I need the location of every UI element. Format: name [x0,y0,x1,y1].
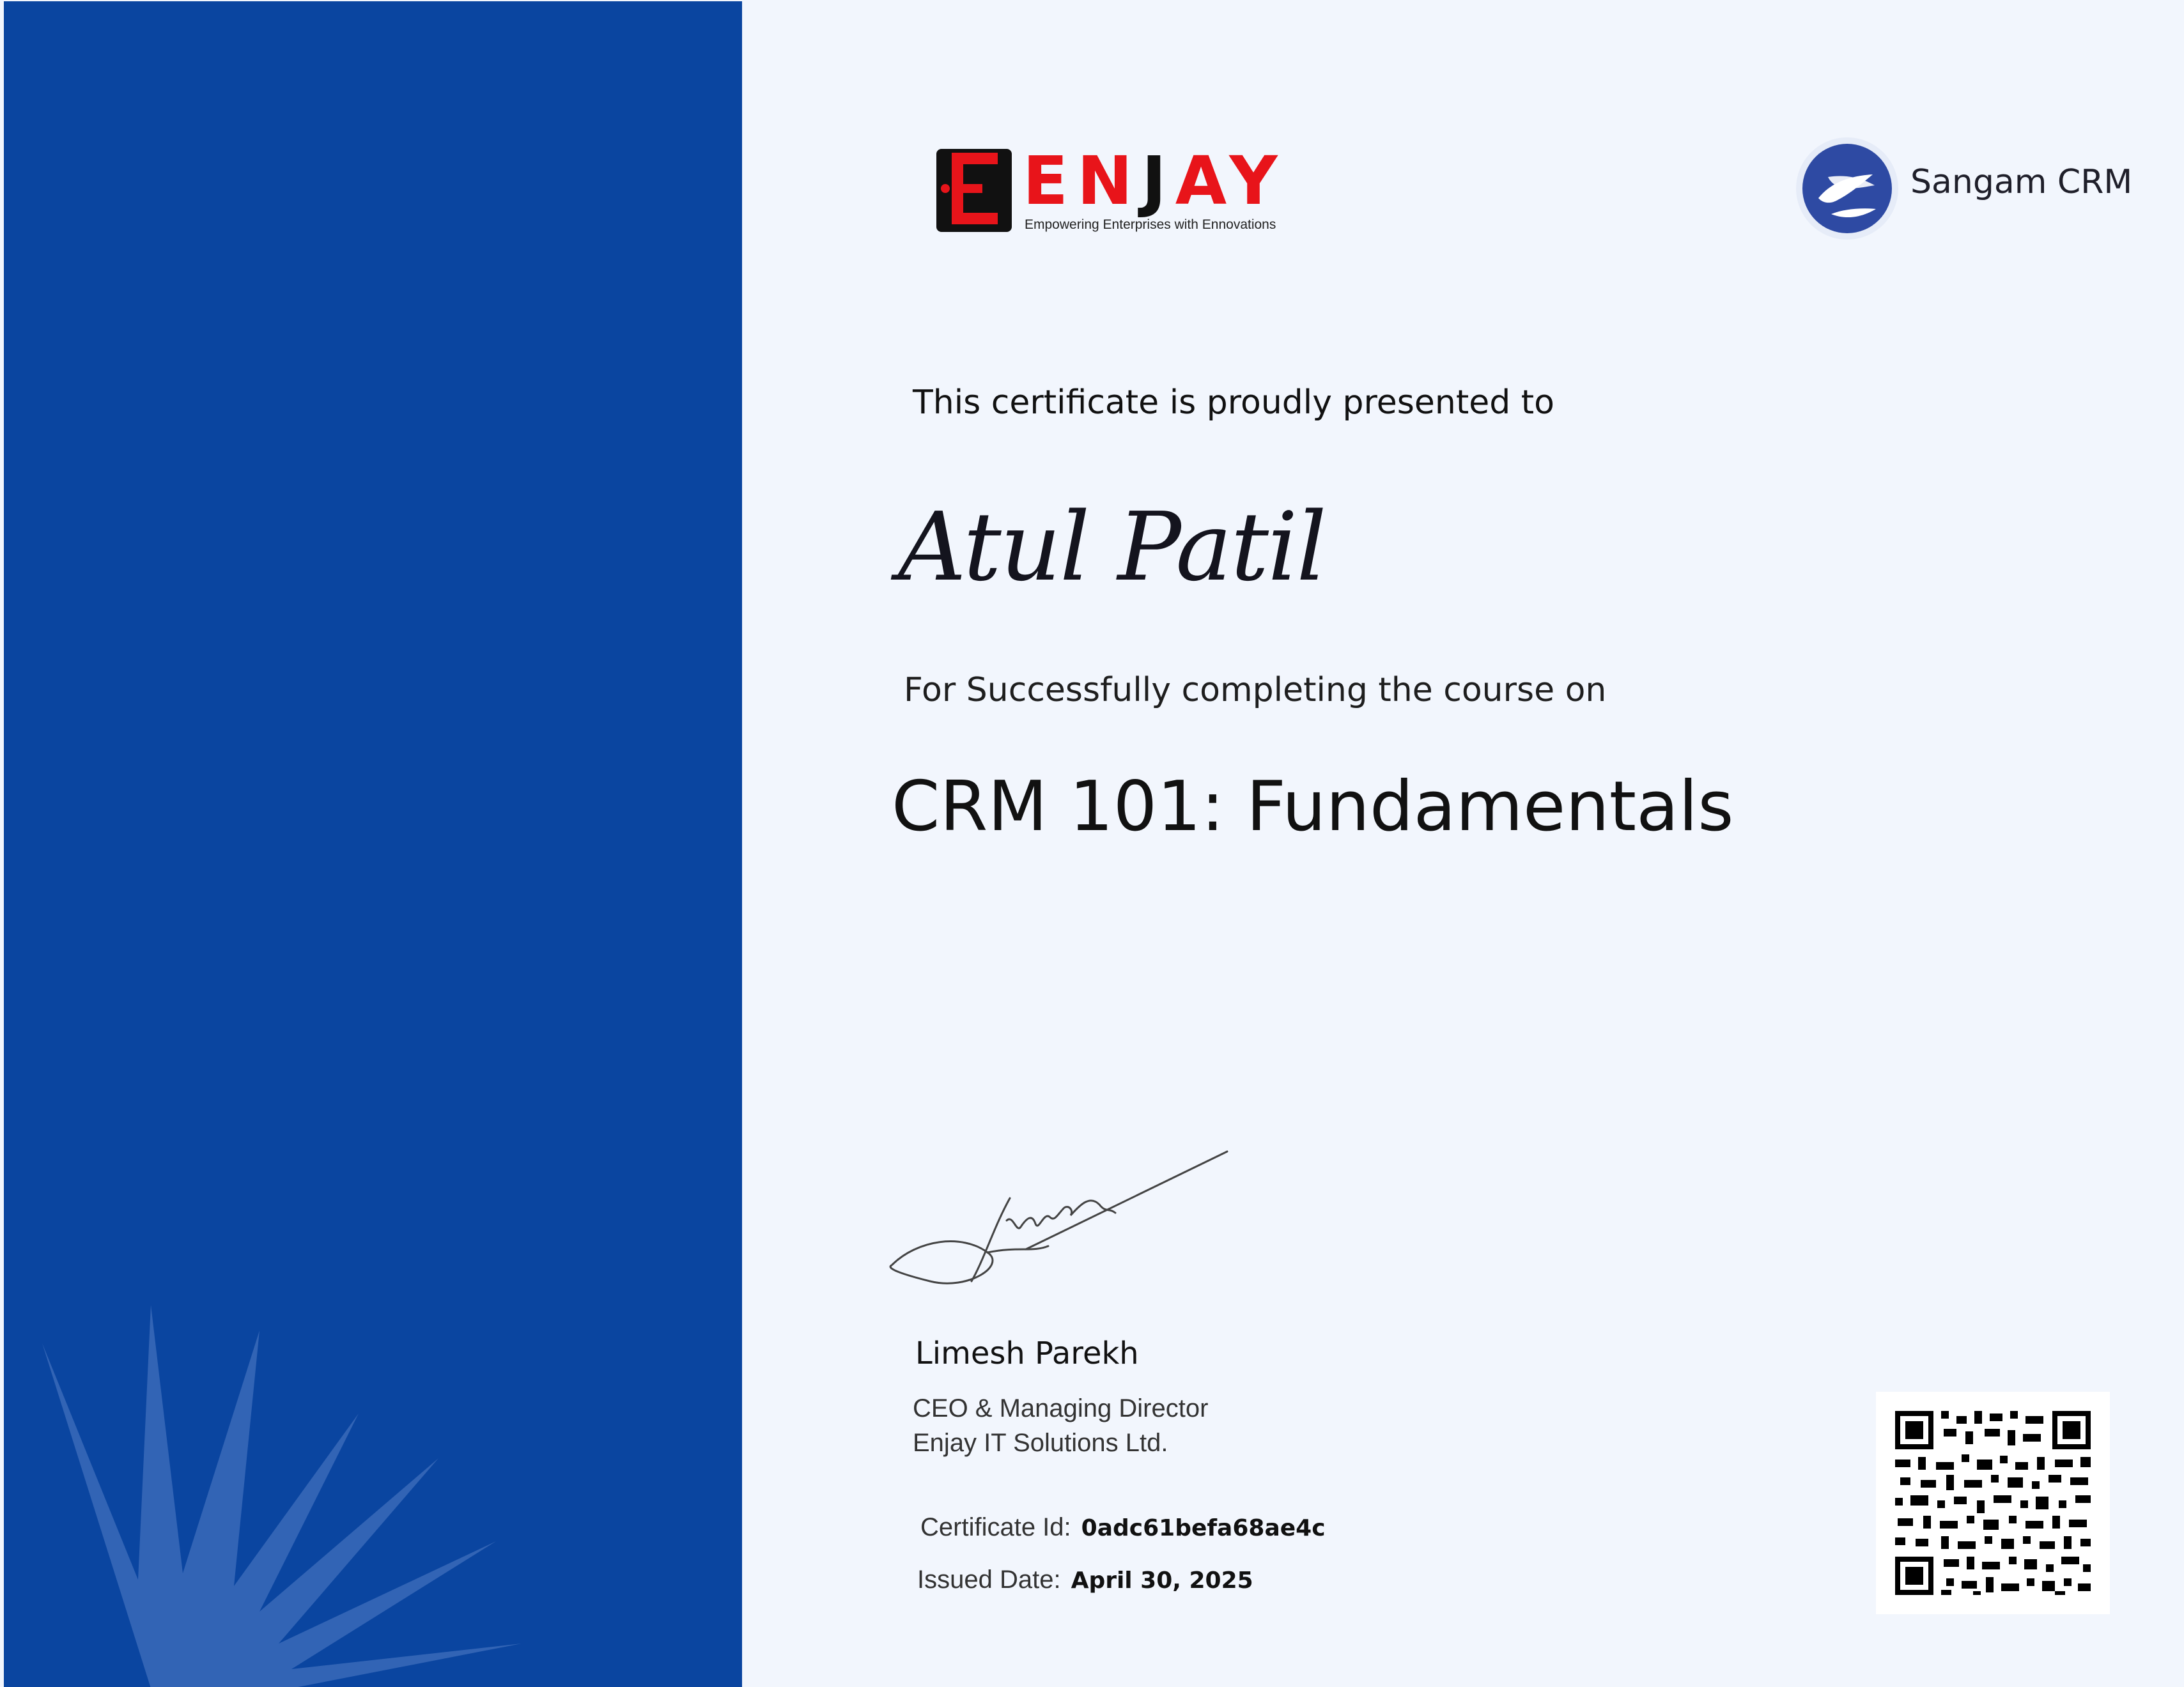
enjay-wordmark-j: J [1142,142,1175,220]
enjay-wordmark-ay: AY [1175,142,1287,220]
recipient-name: Atul Patil [898,492,1326,602]
issued-date-label: Issued Date: [917,1566,1061,1594]
qr-code-icon [1876,1392,2110,1614]
enjay-wordmark-e: E [1023,142,1078,220]
course-title: CRM 101: Fundamentals [892,767,1734,847]
enjay-wordmark [1023,142,1287,220]
issued-date-value: April 30, 2025 [1071,1568,1253,1594]
issued-date-row [917,1566,1253,1594]
signature [879,1144,1237,1310]
enjay-tagline: Empowering Enterprises with Ennovations [1025,217,1276,232]
starburst-decoration [4,1305,566,1687]
completion-text: For Successfully completing the course on [904,671,1607,709]
qr-code [1876,1392,2110,1614]
sangam-name: Sangam CRM [1910,163,2133,201]
signatory-title: CEO & Managing Director [913,1394,1209,1422]
enjay-mark-icon [936,149,1012,232]
certificate-id-row [920,1513,1326,1542]
certificate-id-label: Certificate Id: [920,1513,1071,1541]
side-panel [4,1,742,1687]
enjay-logo [936,142,1294,242]
presented-to-text: This certificate is proudly presented to [913,383,1554,422]
enjay-wordmark-n: N [1077,142,1142,220]
signatory-name: Limesh Parekh [915,1336,1139,1371]
hands-emblem-icon [1793,137,1901,240]
certificate-id-value: 0adc61befa68ae4c [1081,1515,1326,1541]
signatory-organization: Enjay IT Solutions Ltd. [913,1429,1168,1457]
